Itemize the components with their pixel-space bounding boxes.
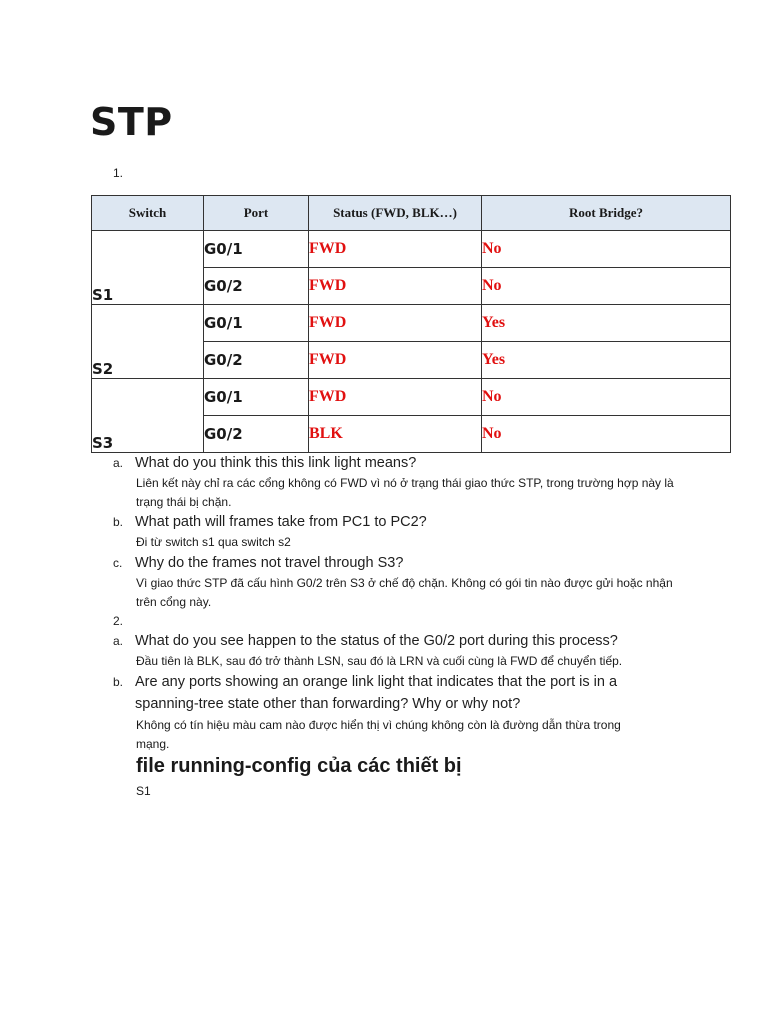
question-label: a. [113, 456, 124, 470]
answer-2b: Không có tín hiệu màu cam nào được hiển thị vì chúng không còn là đường dẫn thừa trong mạng. [136, 718, 621, 751]
header-switch: Switch [92, 196, 204, 231]
status-cell: FWD [309, 305, 482, 342]
root-bridge-cell: Yes [482, 342, 731, 379]
header-port: Port [204, 196, 309, 231]
table-row [92, 231, 731, 268]
question-label: c. [113, 556, 123, 570]
question-2a [113, 633, 618, 649]
root-bridge-cell: No [482, 379, 731, 416]
section-2-number [113, 613, 135, 629]
table-row [92, 305, 731, 342]
question-2b-continued: spanning-tree state other than forwarding? Why or why not? [135, 696, 521, 712]
port-cell: G0/1 [204, 305, 309, 342]
port-cell: G0/2 [204, 342, 309, 379]
header-status: Status (FWD, BLK…) [309, 196, 482, 231]
switch-cell: S2 [92, 305, 204, 379]
port-cell: G0/2 [204, 268, 309, 305]
config-device-label: S1 [136, 784, 151, 798]
root-bridge-cell: No [482, 231, 731, 268]
question-text: What do you see happen to the status of the G0/2 port during this process? [135, 633, 618, 649]
question-text: What path will frames take from PC1 to PC2? [135, 514, 427, 530]
question-1b [113, 514, 427, 530]
switch-cell: S1 [92, 231, 204, 305]
answer-1a: Liên kết này chỉ ra các cổng không có FWD vì nó ở trạng thái giao thức STP, trong trường hợp này là trạng thái bị chặn. [136, 476, 674, 509]
switch-cell: S3 [92, 379, 204, 453]
question-2b [113, 674, 617, 690]
status-cell: BLK [309, 416, 482, 453]
root-bridge-cell: No [482, 268, 731, 305]
status-cell: FWD [309, 231, 482, 268]
table-header-row [92, 196, 731, 231]
question-label: b. [113, 515, 124, 529]
answer-1b: Đi từ switch s1 qua switch s2 [136, 535, 291, 549]
question-text: What do you think this this link light means? [135, 455, 417, 471]
status-cell: FWD [309, 379, 482, 416]
table-row [92, 379, 731, 416]
status-cell: FWD [309, 268, 482, 305]
question-1a [113, 455, 416, 471]
port-cell: G0/2 [204, 416, 309, 453]
root-bridge-cell: No [482, 416, 731, 453]
status-cell: FWD [309, 342, 482, 379]
question-text: Why do the frames not travel through S3? [135, 555, 404, 571]
section-1-number: 1. [113, 166, 124, 180]
config-heading: file running-config của các thiết bị [136, 755, 462, 777]
root-bridge-cell: Yes [482, 305, 731, 342]
answer-2a: Đầu tiên là BLK, sau đó trở thành LSN, sau đó là LRN và cuối cùng là FWD để chuyển tiếp. [136, 654, 623, 668]
question-text-line-1: Are any ports showing an orange link light that indicates that the port is in a [135, 674, 618, 690]
question-1c [113, 555, 403, 571]
section-number-text: 2. [113, 614, 124, 628]
question-label: b. [113, 675, 124, 689]
port-cell: G0/1 [204, 379, 309, 416]
header-root-bridge: Root Bridge? [482, 196, 731, 231]
question-label: a. [113, 634, 124, 648]
page-title: STP [90, 100, 173, 144]
port-cell: G0/1 [204, 231, 309, 268]
answer-1c: Vì giao thức STP đã cấu hình G0/2 trên S3 ở chế độ chặn. Không có gói tin nào được gửi hoặc nhận trên cổng này. [136, 576, 673, 609]
stp-table [91, 195, 731, 453]
